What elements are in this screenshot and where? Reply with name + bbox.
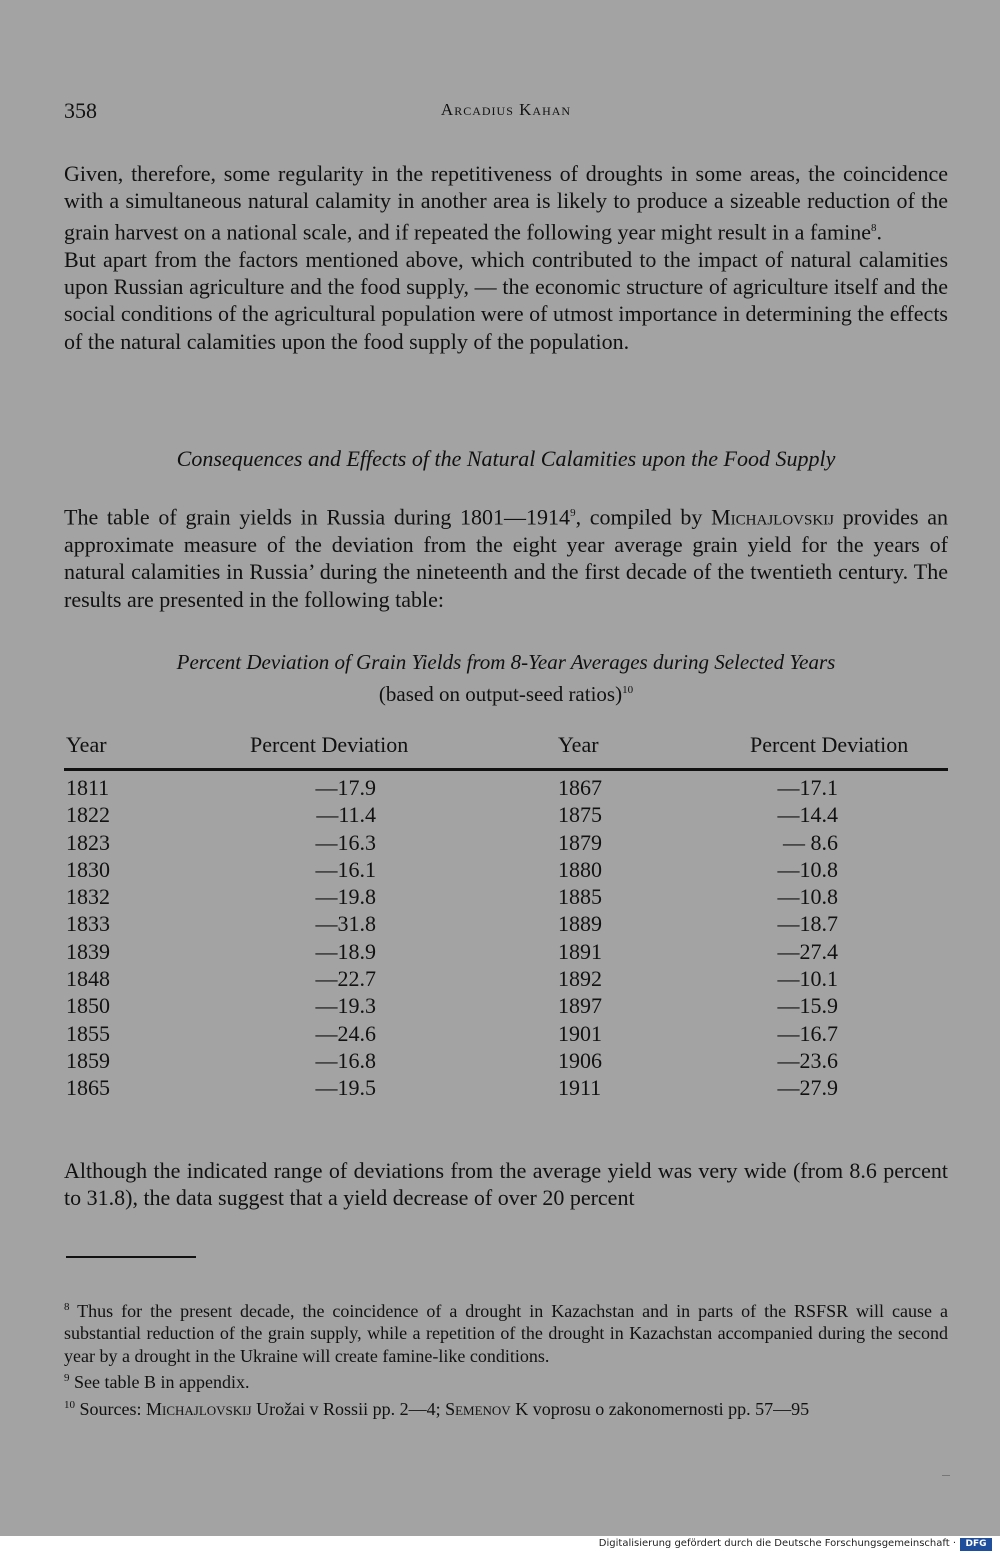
cell-year: 1879 bbox=[558, 829, 602, 855]
cell-deviation: —11.4 bbox=[316, 802, 376, 828]
digitization-footer bbox=[0, 1536, 1000, 1554]
table-row bbox=[64, 992, 948, 1019]
running-head: Arcadius Kahan bbox=[440, 100, 572, 119]
paragraph-2: But apart from the factors mentioned above, which contributed to the impact of natural calamities upon Russian agriculture and the food supply, — the economic structure of agriculture itself and the social conditions of the agricultural population were of utmost importance in determining the effects of the natural calamities upon the food supply of the population. bbox=[64, 246, 948, 354]
cell-year: 1897 bbox=[558, 993, 602, 1019]
cell-deviation: —15.9 bbox=[777, 993, 838, 1019]
cell-deviation: —31.8 bbox=[315, 911, 376, 937]
cell-year: 1811 bbox=[66, 775, 110, 800]
cell-deviation: —17.1 bbox=[777, 775, 838, 800]
cell-deviation: —19.3 bbox=[315, 993, 376, 1019]
cell-year: 1848 bbox=[66, 966, 110, 992]
cell-year: 1839 bbox=[66, 938, 110, 964]
author-name: Michajlovskij bbox=[711, 504, 835, 530]
cell-year: 1822 bbox=[66, 802, 110, 828]
cell-deviation: —24.6 bbox=[315, 1020, 376, 1046]
footnotes bbox=[64, 1296, 948, 1420]
footnote-ref-8: 8 bbox=[871, 221, 877, 234]
cell-deviation: —10.8 bbox=[777, 884, 838, 910]
cell-year: 1906 bbox=[558, 1047, 602, 1073]
table-row bbox=[64, 1074, 948, 1101]
cell-year: 1892 bbox=[558, 966, 602, 992]
cell-deviation: —16.1 bbox=[315, 856, 376, 882]
cell-year: 1830 bbox=[66, 856, 110, 882]
table-row bbox=[64, 910, 948, 937]
cell-deviation: —18.9 bbox=[315, 938, 376, 964]
column-header-year-2: Year bbox=[558, 732, 599, 757]
table-row bbox=[64, 829, 948, 856]
dfg-logo: DFG bbox=[960, 1538, 992, 1551]
table-row bbox=[64, 965, 948, 992]
page-number: 358 bbox=[64, 98, 97, 123]
cell-deviation: —19.5 bbox=[315, 1075, 376, 1101]
cell-deviation: —16.3 bbox=[315, 829, 376, 855]
cell-year: 1911 bbox=[558, 1075, 602, 1101]
cell-deviation: —14.4 bbox=[777, 802, 838, 828]
body-text-upper bbox=[64, 160, 948, 355]
footnote-8: $^8$ Thus for the present decade, the coincidence of a drought in Kazachstan and in parts of the RSFSR will cause a substantial reduction of the grain supply, while a repetition of the drought in Kazachstan accompanied during the second year by a drought in the Ukraine will create famine-like conditions. bbox=[64, 1301, 948, 1366]
table-row bbox=[64, 883, 948, 910]
footnote-10: $^{10}$ Sources: Michajlovskij Urožai v Rossii pp. 2—4; Semenov K voprosu o zakonomernosti pp. 57—95 bbox=[64, 1398, 810, 1419]
cell-year: 1889 bbox=[558, 911, 602, 937]
footnote-9: $^9$ See table B in appendix. bbox=[64, 1372, 250, 1393]
cell-deviation: — 8.6 bbox=[783, 829, 838, 855]
table-title: Percent Deviation of Grain Yields from 8-Year Averages during Selected Years bbox=[176, 650, 836, 674]
cell-deviation: —27.4 bbox=[777, 938, 838, 964]
column-header-deviation-2: Percent Deviation bbox=[750, 732, 909, 757]
paragraph-1: Given, therefore, some regularity in the repetitiveness of droughts in some areas, the coincidence with a simultaneous natural calamity in another area is likely to produce a sizeable reduction of the grain harvest on a national scale, and if repeated the following year might result in a famine$^8$. bbox=[64, 161, 948, 245]
cell-deviation: —18.7 bbox=[777, 911, 838, 937]
cell-year: 1880 bbox=[558, 856, 602, 882]
table-row bbox=[64, 801, 948, 828]
footnote-ref-10: 10 bbox=[622, 684, 634, 696]
table-header-row bbox=[64, 732, 948, 771]
table-row bbox=[64, 1047, 948, 1074]
cell-deviation: —16.7 bbox=[777, 1020, 838, 1046]
cell-year: 1855 bbox=[66, 1020, 110, 1046]
table-row bbox=[64, 856, 948, 883]
section-heading: Consequences and Effects of the Natural Calamities upon the Food Supply bbox=[176, 446, 836, 471]
cell-year: 1875 bbox=[558, 802, 602, 828]
cell-year: 1867 bbox=[558, 775, 602, 800]
cell-year: 1833 bbox=[66, 911, 110, 937]
cell-year: 1823 bbox=[66, 829, 110, 855]
cell-deviation: —23.6 bbox=[777, 1047, 838, 1073]
paragraph-3: The table of grain yields in Russia during 1801—1914$^9$, compiled by Michajlovskij provides an approximate measure of the deviation from the eight year average grain yield for the years of natural calamities in Russia’ during the nineteenth and the first decade of the twentieth century. The results are presented in the following table: bbox=[64, 504, 948, 612]
table-subtitle: (based on output-seed ratios)$^{10}$ bbox=[378, 682, 634, 706]
page-header bbox=[64, 98, 948, 128]
cell-deviation: —17.9 bbox=[315, 775, 376, 800]
cell-deviation: —19.8 bbox=[315, 884, 376, 910]
cell-year: 1859 bbox=[66, 1047, 110, 1073]
column-header-deviation-1: Percent Deviation bbox=[250, 732, 409, 757]
cell-year: 1832 bbox=[66, 884, 110, 910]
table-row bbox=[64, 938, 948, 965]
cell-year: 1865 bbox=[66, 1075, 110, 1101]
table-row bbox=[64, 1020, 948, 1047]
cell-year: 1885 bbox=[558, 884, 602, 910]
column-header-year-1: Year bbox=[66, 732, 107, 757]
cell-deviation: —10.1 bbox=[777, 966, 838, 992]
scan-mark bbox=[942, 1475, 950, 1476]
cell-deviation: —10.8 bbox=[777, 856, 838, 882]
footnote-ref-9: 9 bbox=[570, 507, 576, 519]
cell-deviation: —16.8 bbox=[315, 1047, 376, 1073]
footnote-divider bbox=[66, 1256, 196, 1258]
table-body bbox=[64, 774, 948, 1102]
funding-notice: Digitalisierung gefördert durch die Deutsche Forschungsgemeinschaft · bbox=[598, 1538, 956, 1549]
paragraph-4: Although the indicated range of deviations from the average yield was very wide (from 8.6 percent to 31.8), the data suggest that a yield decrease of over 20 percent bbox=[64, 1158, 948, 1211]
cell-deviation: —22.7 bbox=[315, 966, 376, 992]
table-caption bbox=[64, 648, 948, 708]
cell-year: 1850 bbox=[66, 993, 110, 1019]
cell-deviation: —27.9 bbox=[777, 1075, 838, 1101]
cell-year: 1901 bbox=[558, 1020, 602, 1046]
table-row bbox=[64, 774, 948, 801]
cell-year: 1891 bbox=[558, 938, 602, 964]
